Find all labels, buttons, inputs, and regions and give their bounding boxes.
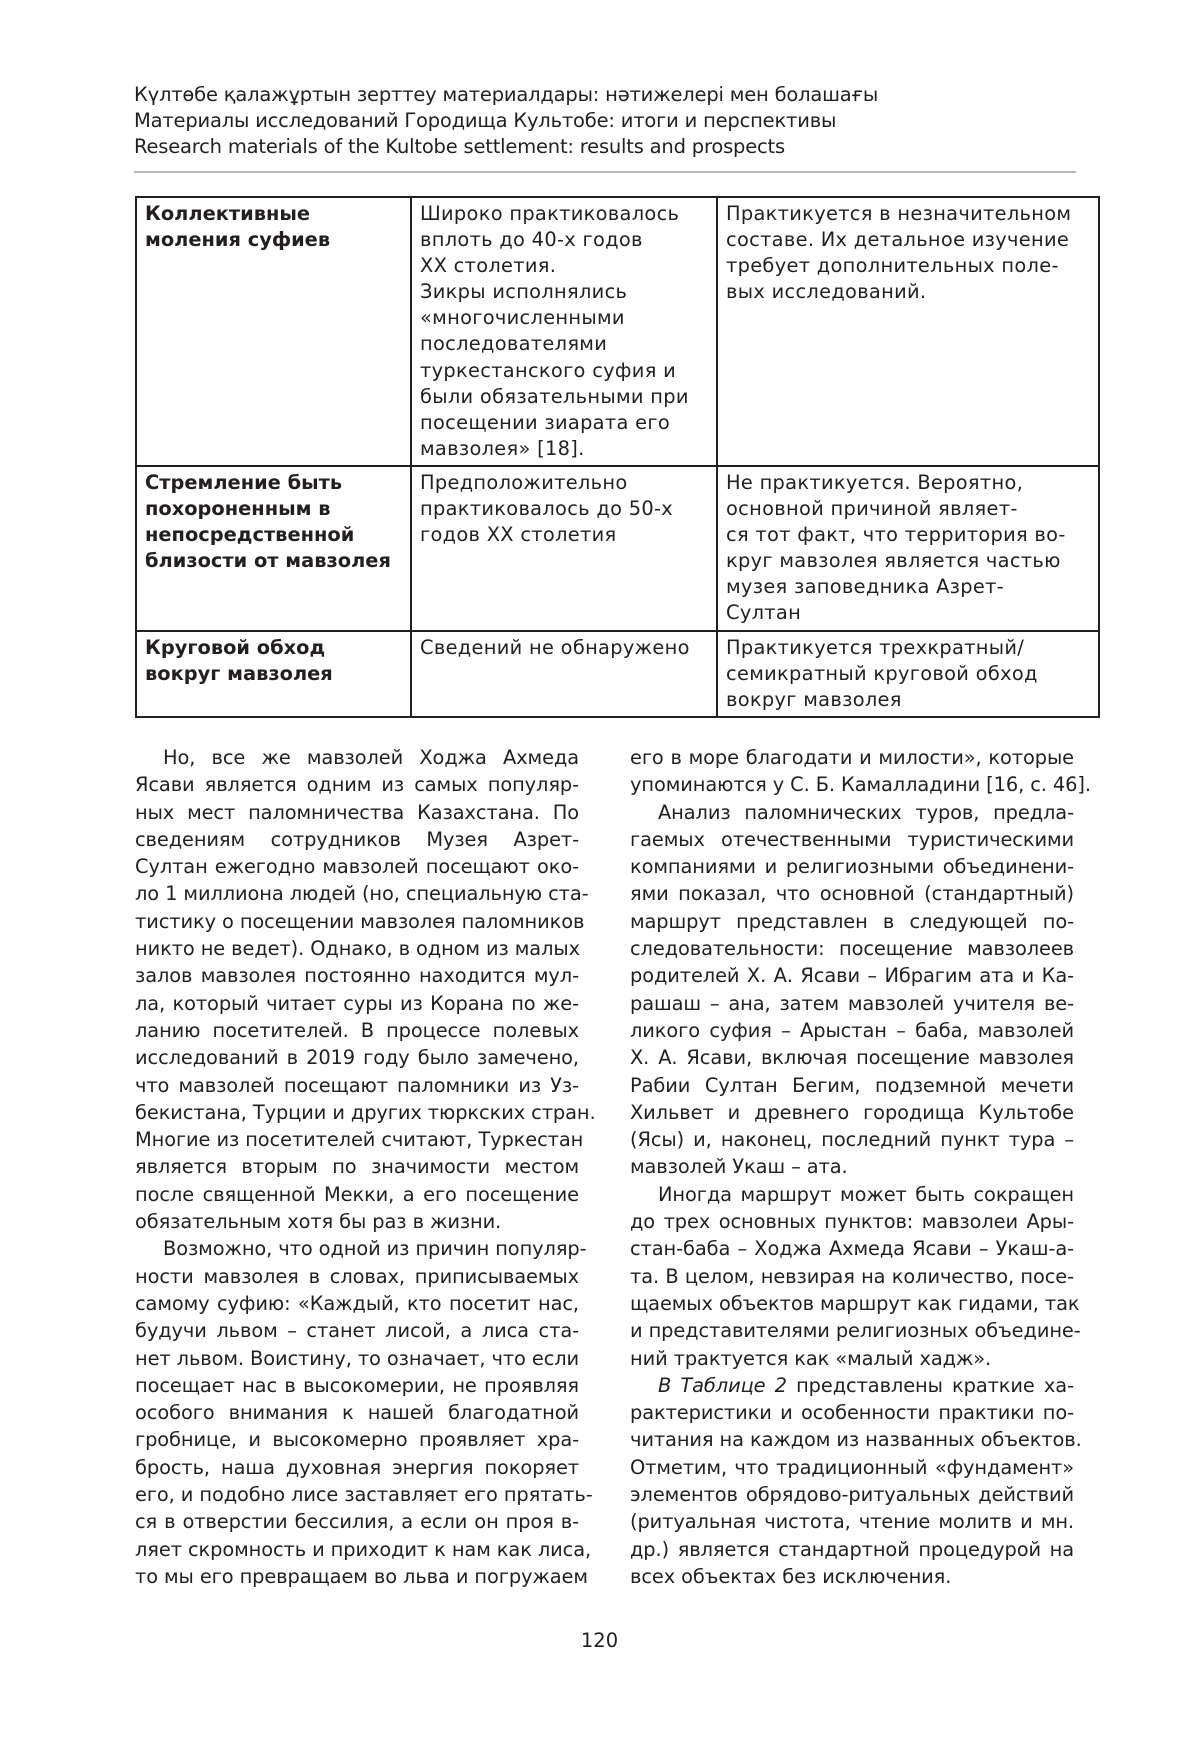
- cell-line: основной причиной являет-: [726, 497, 1018, 521]
- left-column: [135, 744, 596, 1590]
- cell-line: непосредственной: [145, 523, 355, 547]
- text-line: В Таблице 2 представлены краткие ха-: [658, 1373, 1074, 1397]
- text-line: Отметим, что традиционный «фундамент»: [630, 1455, 1074, 1479]
- historical-practice-cell: [411, 631, 717, 717]
- text-line: Но, все же мавзолей Ходжа Ахмеда: [163, 746, 579, 769]
- italic-reference: В Таблице 2: [658, 1373, 787, 1397]
- text-line: нет львом. Воистину, то означает, что если: [135, 1346, 580, 1370]
- cell-line: вокруг мавзолея: [145, 661, 333, 685]
- text-line: и представителями религиозных объедине-: [630, 1319, 1081, 1343]
- cell-line: туркестанского суфия и: [420, 358, 677, 382]
- cell-line: вых исследований.: [726, 280, 927, 304]
- text-line: компаниями и религиозными объединени-: [630, 855, 1074, 879]
- cell-line: Круговой обход: [145, 635, 326, 659]
- text-line: ланию посетителей. В процессе полевых: [135, 1018, 579, 1042]
- text-line: ся в отверстии бессилия, а если он проя в-: [135, 1510, 579, 1534]
- text-line: мавзолей Укаш – ата.: [630, 1155, 848, 1179]
- text-line: будучи львом – станет лисой, а лиса ста-: [135, 1319, 579, 1343]
- header-line-kazakh: Күлтөбе қалажұртын зерттеу материалдары: нәтижелері мен болашағы: [134, 83, 879, 106]
- text-line: исследований в 2019 году было замечено,: [135, 1046, 579, 1070]
- text-line: никто не ведет). Однако, в одном из малых: [135, 937, 580, 961]
- right-paragraph-1: [630, 744, 1091, 799]
- practices-table: [135, 196, 1100, 718]
- text-line: Иногда маршрут может быть сокращен: [658, 1182, 1074, 1206]
- right-column: [630, 744, 1091, 1590]
- text-line: до трех основных пунктов: мавзолеи Ары-: [630, 1210, 1074, 1234]
- text-line: посещает нас в высокомерии, не проявляя: [135, 1373, 579, 1397]
- text-line: брость, наша духовная энергия покоряет: [135, 1455, 579, 1479]
- text-line: та. В целом, невзирая на количество, посе-: [630, 1264, 1074, 1288]
- text-line: сведениям сотрудников Музея Азрет-: [135, 827, 579, 851]
- cell-line: Стремление быть: [145, 470, 343, 494]
- header-line-english: Research materials of the Kultobe settlement: results and prospects: [134, 135, 785, 158]
- text-line: читания на каждом из названных объектов.: [630, 1428, 1082, 1452]
- cell-line: практиковалось до 50-х: [420, 497, 674, 521]
- table-row: [136, 466, 1099, 631]
- right-paragraph-3: [630, 1181, 1081, 1372]
- cell-line: «многочисленными: [420, 306, 625, 330]
- text-line: гаемых отечественными туристическими: [630, 827, 1074, 851]
- cell-line: были обязательными при: [420, 384, 689, 408]
- text-line: рактеристики и особенности практики по-: [630, 1401, 1074, 1425]
- text-line: что мавзолей посещают паломники из Уз-: [135, 1073, 579, 1097]
- text-line: ных мест паломничества Казахстана. По: [135, 800, 579, 824]
- text-line: стан-баба – Ходжа Ахмеда Ясави – Укаш-а-: [630, 1237, 1074, 1261]
- text-line: бекистана, Турции и других тюркских стран.: [135, 1100, 596, 1124]
- text-line: его в море благодати и милости», которые: [630, 746, 1074, 769]
- text-line: после священной Мекки, а его посещение: [135, 1182, 579, 1206]
- text-line: Анализ паломнических туров, предла-: [658, 800, 1074, 824]
- text-line: его, и подобно лисе заставляет его прятать-: [135, 1483, 593, 1507]
- cell-line: похороненным в: [145, 497, 331, 521]
- text-line: гробнице, и высокомерно проявляет хра-: [135, 1428, 579, 1452]
- cell-line: посещении зиарата его: [420, 410, 670, 434]
- text-line: маршрут представлен в следующей по-: [630, 909, 1074, 933]
- page-number: 120: [580, 1629, 619, 1652]
- cell-line: круг мавзолея является частью: [726, 549, 1061, 573]
- cell-line: близости от мавзолея: [145, 549, 391, 573]
- practice-name-cell: [136, 631, 411, 717]
- cell-line: семикратный круговой обход: [726, 661, 1038, 685]
- cell-line: мавзолея» [18].: [420, 436, 585, 460]
- cell-line: последователями: [420, 332, 608, 356]
- text-line: упоминаются у С. Б. Камалладини [16, с. 46].: [630, 773, 1091, 797]
- header-divider: [134, 171, 1076, 173]
- text-line: Хильвет и древнего городища Культобе: [630, 1100, 1074, 1124]
- text-line: ло 1 миллиона людей (но, специальную ста-: [135, 882, 589, 906]
- text-line: Возможно, что одной из причин популяр-: [163, 1237, 587, 1261]
- text-line: всех объектах без исключения.: [630, 1564, 952, 1588]
- text-line: то мы его превращаем во льва и погружаем: [135, 1564, 588, 1588]
- table-row: [136, 197, 1099, 466]
- text-line: Рабии Султан Бегим, подземной мечети: [630, 1073, 1074, 1097]
- cell-line: составе. Их детальное изучение: [726, 228, 1070, 252]
- text-line: следовательности: посещение мавзолеев: [630, 937, 1074, 961]
- text-line: щаемых объектов маршрут как гидами, так: [630, 1291, 1080, 1315]
- header-line-russian: Материалы исследований Городища Культобе: итоги и перспективы: [134, 109, 837, 132]
- text-line: Султан ежегодно мавзолей посещают око-: [135, 855, 579, 879]
- cell-line: Широко практиковалось: [420, 202, 680, 225]
- current-practice-cell: [717, 197, 1099, 466]
- cell-line: годов XX столетия: [420, 523, 617, 547]
- cell-line: вплоть до 40-х годов: [420, 228, 643, 252]
- cell-line: XX столетия.: [420, 254, 557, 278]
- text-line: ности мавзолея в словах, приписываемых: [135, 1264, 579, 1288]
- text-line: обязательным хотя бы раз в жизни.: [135, 1210, 502, 1234]
- historical-practice-cell: [411, 197, 717, 466]
- text-line: самому суфию: «Каждый, кто посетит нас,: [135, 1291, 579, 1315]
- text-line: является вторым по значимости местом: [135, 1155, 579, 1179]
- right-paragraph-4: [630, 1372, 1082, 1590]
- text-line: Многие из посетителей считают, Туркестан: [135, 1128, 584, 1152]
- cell-line: Сведений не обнаружено: [420, 635, 690, 659]
- left-paragraph-2: [135, 1235, 593, 1590]
- current-practice-cell: [717, 466, 1099, 631]
- text-line: рашаш – ана, затем мавзолей учителя ве-: [630, 991, 1074, 1015]
- text-line: родителей Х. А. Ясави – Ибрагим ата и Ка-: [630, 964, 1074, 988]
- text-line: ний трактуется как «малый хадж».: [630, 1346, 992, 1370]
- text-line: (ритуальная чистота, чтение молитв и мн.: [630, 1510, 1074, 1534]
- text-line: ляет скромность и приходит к нам как лиса,: [135, 1537, 592, 1561]
- current-practice-cell: [717, 631, 1099, 717]
- text-line: ла, который читает суры из Корана по же-: [135, 991, 579, 1015]
- left-paragraph-1: [135, 744, 596, 1235]
- cell-line: Зикры исполнялись: [420, 280, 628, 304]
- cell-line: ся тот факт, что территория во-: [726, 523, 1066, 547]
- running-header: [134, 82, 1074, 160]
- cell-line: моления суфиев: [145, 228, 331, 252]
- right-paragraph-2: [630, 799, 1074, 1181]
- text-line: Х. А. Ясави, включая посещение мавзолея: [630, 1046, 1074, 1070]
- practice-name-cell: [136, 197, 411, 466]
- cell-line: Султан: [726, 601, 802, 625]
- cell-line: Практикуется в незначительном: [726, 202, 1072, 225]
- text-line: Ясави является одним из самых популяр-: [135, 773, 579, 797]
- historical-practice-cell: [411, 466, 717, 631]
- cell-line: требует дополнительных поле-: [726, 254, 1059, 278]
- cell-line: Практикуется трехкратный/: [726, 635, 1025, 659]
- cell-line: Коллективные: [145, 202, 311, 225]
- table-row: [136, 631, 1099, 717]
- cell-line: музея заповедника Азрет-: [726, 575, 1005, 599]
- text-line: ликого суфия – Арыстан – баба, мавзолей: [630, 1018, 1074, 1042]
- practice-name-cell: [136, 466, 411, 631]
- text-line: (Ясы) и, наконец, последний пункт тура –: [630, 1128, 1074, 1152]
- text-line: др.) является стандартной процедурой на: [630, 1537, 1074, 1561]
- cell-line: вокруг мавзолея: [726, 687, 902, 711]
- text-line: особого внимания к нашей благодатной: [135, 1401, 579, 1425]
- text-line: элементов обрядово-ритуальных действий: [630, 1483, 1074, 1507]
- text-line: залов мавзолея постоянно находится мул-: [135, 964, 579, 988]
- text-line: ями показал, что основной (стандартный): [630, 882, 1074, 906]
- cell-line: Не практикуется. Вероятно,: [726, 470, 1024, 494]
- text-line: тистику о посещении мавзолея паломников: [135, 909, 585, 933]
- cell-line: Предположительно: [420, 470, 628, 494]
